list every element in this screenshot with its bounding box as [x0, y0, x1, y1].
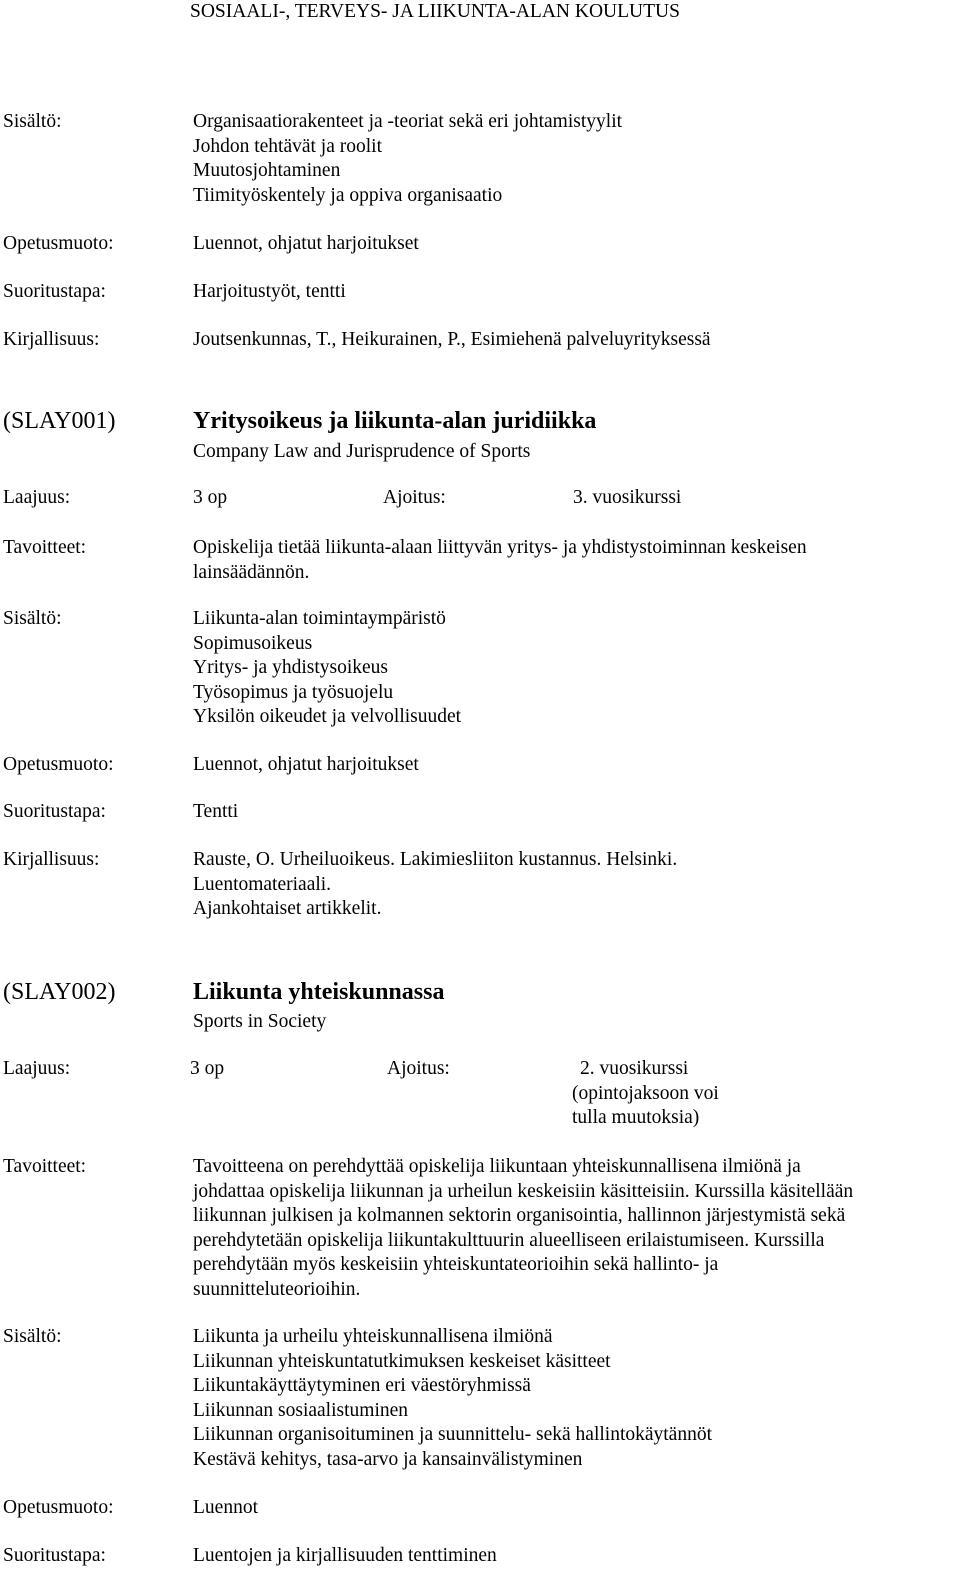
opetusmuoto-value: Luennot, ohjatut harjoitukset: [193, 233, 419, 254]
list-item: Johdon tehtävät ja roolit: [193, 135, 383, 157]
sisalto-label: Sisältö:: [3, 111, 62, 132]
tavoitteet-text: [193, 1155, 853, 1302]
opetusmuoto-value: Luennot: [193, 1497, 258, 1518]
suoritustapa-value: Harjoitustyöt, tentti: [193, 281, 346, 302]
text-line: 2. vuosikurssi: [580, 1058, 689, 1079]
text-line: Opiskelija tietää liikunta-alaan liittyvän yritys- ja yhdistystoiminnan keskeisen: [193, 537, 807, 558]
tavoitteet-label: Tavoitteet:: [3, 537, 87, 558]
course-subtitle: Company Law and Jurisprudence of Sports: [193, 441, 531, 462]
text-line: perehdytetään opiskelija liikuntakulttuurin alueelliseen erilaistumiseen. Kurssilla: [193, 1229, 825, 1251]
list-item: Liikunnan sosiaalistuminen: [193, 1399, 409, 1421]
list-item: Liikuntakäyttäytyminen eri väestöryhmissä: [193, 1375, 531, 1396]
text-line: suunnitteluteorioihin.: [193, 1278, 361, 1300]
course-title: Yritysoikeus ja liikunta-alan juridiikka: [193, 408, 597, 434]
text-line: johdattaa opiskelija liikunnan ja urheilun keskeisiin käsitteisiin. Kurssilla käsitellään: [193, 1180, 854, 1202]
course-subtitle: Sports in Society: [193, 1011, 327, 1032]
opetusmuoto-label: Opetusmuoto:: [3, 1497, 114, 1518]
list-item: Liikunta-alan toimintaympäristö: [193, 608, 446, 629]
sisalto-list: [193, 607, 461, 730]
list-item: Luentomateriaali.: [193, 873, 332, 895]
ajoitus-label: Ajoitus:: [383, 487, 446, 508]
opetusmuoto-label: Opetusmuoto:: [3, 233, 114, 254]
laajuus-value: 3 op: [190, 1058, 225, 1079]
sisalto-label: Sisältö:: [3, 608, 62, 629]
kirjallisuus-label: Kirjallisuus:: [3, 849, 100, 870]
list-item: Yksilön oikeudet ja velvollisuudet: [193, 706, 462, 727]
tavoitteet-label: Tavoitteet:: [3, 1156, 87, 1177]
text-line: Tavoitteena on perehdyttää opiskelija liikuntaan yhteiskunnallisena ilmiönä ja: [193, 1156, 801, 1177]
ajoitus-label: Ajoitus:: [387, 1058, 450, 1079]
list-item: Organisaatiorakenteet ja -teoriat sekä eri johtamistyylit: [193, 111, 623, 132]
suoritustapa-value: Luentojen ja kirjallisuuden tenttiminen: [193, 1545, 497, 1566]
list-item: Muutosjohtaminen: [193, 160, 341, 181]
suoritustapa-value: Tentti: [193, 801, 239, 822]
list-item: Liikunta ja urheilu yhteiskunnallisena ilmiönä: [193, 1326, 553, 1347]
tavoitteet-text: [193, 536, 807, 585]
sisalto-label: Sisältö:: [3, 1326, 62, 1347]
text-line: perehdytään myös keskeisiin yhteiskuntateorioihin sekä hallinto- ja: [193, 1254, 719, 1275]
list-item: Rauste, O. Urheiluoikeus. Lakimiesliiton kustannus. Helsinki.: [193, 849, 678, 870]
kirjallisuus-value: Joutsenkunnas, T., Heikurainen, P., Esimiehenä palveluyrityksessä: [193, 329, 711, 350]
list-item: Työsopimus ja työsuojelu: [193, 681, 394, 703]
opetusmuoto-label: Opetusmuoto:: [3, 754, 114, 775]
kirjallisuus-list: [193, 848, 677, 922]
list-item: Sopimusoikeus: [193, 632, 313, 654]
list-item: Ajankohtaiset artikkelit.: [193, 898, 382, 919]
list-item: Liikunnan yhteiskuntatutkimuksen keskeiset käsitteet: [193, 1350, 611, 1372]
text-line: (opintojaksoon voi: [572, 1082, 719, 1104]
suoritustapa-label: Suoritustapa:: [3, 801, 106, 822]
sisalto-list: [193, 110, 622, 208]
list-item: Liikunnan organisoituminen ja suunnittelu- sekä hallintokäytännöt: [193, 1424, 713, 1445]
list-item: Yritys- ja yhdistysoikeus: [193, 657, 388, 678]
laajuus-label: Laajuus:: [3, 1058, 71, 1079]
course-code: (SLAY001): [3, 408, 116, 434]
ajoitus-value: 3. vuosikurssi: [573, 487, 682, 508]
course-title: Liikunta yhteiskunnassa: [193, 979, 445, 1005]
course-code: (SLAY002): [3, 979, 116, 1005]
page-header: SOSIAALI-, TERVEYS- JA LIIKUNTA-ALAN KOULUTUS: [190, 1, 680, 22]
suoritustapa-label: Suoritustapa:: [3, 281, 106, 302]
text-line: tulla muutoksia): [572, 1107, 700, 1128]
opetusmuoto-value: Luennot, ohjatut harjoitukset: [193, 754, 419, 775]
text-line: liikunnan julkisen ja kolmannen sektorin organisointia, hallinnon järjestymistä sekä: [193, 1205, 846, 1226]
suoritustapa-label: Suoritustapa:: [3, 1545, 106, 1566]
ajoitus-value: [572, 1057, 719, 1131]
list-item: Kestävä kehitys, tasa-arvo ja kansainvälistyminen: [193, 1448, 583, 1470]
sisalto-list: [193, 1325, 712, 1472]
kirjallisuus-label: Kirjallisuus:: [3, 329, 100, 350]
text-line: lainsäädännön.: [193, 561, 310, 583]
laajuus-value: 3 op: [193, 487, 228, 508]
list-item: Tiimityöskentely ja oppiva organisaatio: [193, 184, 503, 206]
laajuus-label: Laajuus:: [3, 487, 71, 508]
